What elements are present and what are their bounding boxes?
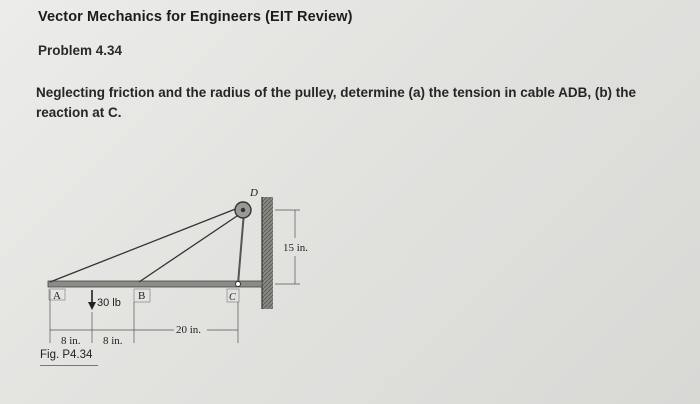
label-point-c: C xyxy=(229,292,236,303)
cable-bd xyxy=(139,214,240,282)
dim-label-8in-1: 8 in. xyxy=(61,335,81,347)
label-point-d: D xyxy=(250,187,258,199)
problem-statement: Neglecting friction and the radius of the pulley, determine (a) the tension in cable ADB, (b) the reaction at C. xyxy=(36,85,637,120)
figure-caption: Fig. P4.34 xyxy=(40,349,93,361)
label-point-b: B xyxy=(138,290,146,302)
dim-label-20in: 20 in. xyxy=(176,324,202,336)
caption-underline xyxy=(40,365,98,366)
label-point-a: A xyxy=(53,290,61,302)
pulley-hub xyxy=(241,208,245,212)
strut-cd xyxy=(238,212,244,284)
dim-label-8in-2: 8 in. xyxy=(103,335,123,347)
dim-label-15in: 15 in. xyxy=(283,242,309,254)
load-arrow-head xyxy=(88,302,96,310)
problem-number: Problem 4.34 xyxy=(38,43,123,58)
label-load: 30 lb xyxy=(97,297,121,309)
cable-ad xyxy=(50,208,238,282)
lever-bar xyxy=(48,281,262,287)
document-title: Vector Mechanics for Engineers (EIT Review) xyxy=(38,9,353,25)
pin-c xyxy=(236,282,241,287)
wall-support xyxy=(262,197,273,309)
